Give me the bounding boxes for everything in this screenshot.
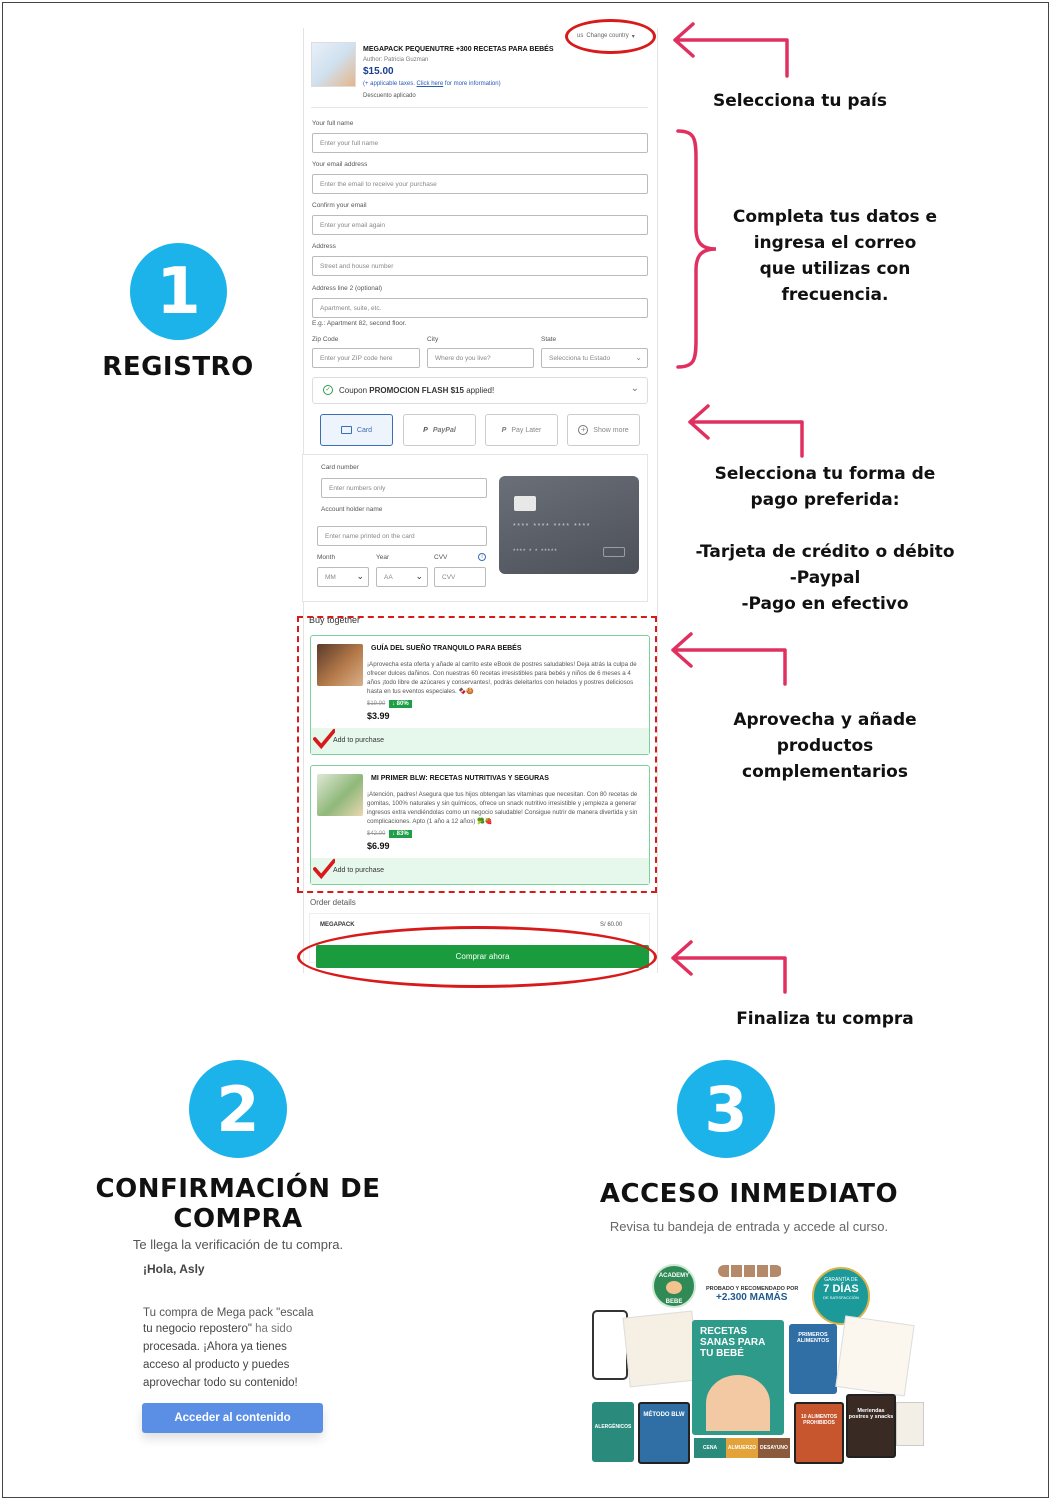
tested-text: PROBADO Y RECOMENDADO POR — [706, 1286, 799, 1292]
info-icon: i — [478, 553, 486, 561]
address-input[interactable]: Street and house number — [312, 256, 648, 276]
confirm-email-label: Confirm your email — [312, 202, 367, 209]
month-select[interactable]: MM ⌄ — [317, 567, 369, 587]
zip-label: Zip Code — [312, 336, 339, 343]
address2-hint: E.g.: Apartment 82, second floor. — [312, 320, 407, 327]
email-input[interactable]: Enter the email to receive your purchase — [312, 174, 648, 194]
change-country-label: Change country — [586, 33, 629, 39]
card-preview — [499, 476, 639, 574]
arrow-buy-icon — [663, 936, 793, 996]
state-select[interactable] — [541, 348, 648, 368]
card-brand-icon — [603, 547, 625, 557]
highlight-ellipse-buy — [297, 926, 657, 988]
email-line-3: procesada. ¡Ahora ya tienes — [143, 1341, 287, 1353]
chevron-down-icon: ⌄ — [630, 383, 639, 394]
discount-applied: Descuento aplicado — [363, 93, 416, 99]
annotation-country: Selecciona tu país — [712, 91, 888, 111]
address2-label: Address line 2 (optional) — [312, 285, 383, 292]
product-author: Author: Patricia Guzman — [363, 57, 429, 63]
coupon-code: PROMOCION FLASH $15 — [369, 386, 464, 395]
card-number-label: Card number — [321, 464, 359, 471]
check-circle-icon: ✓ — [323, 385, 333, 395]
show-more-button[interactable]: + Show more — [567, 414, 640, 446]
book-prohibidos: 10 ALIMENTOS PROHIBIDOS — [794, 1402, 844, 1464]
add-to-purchase-label: Add to purchase — [333, 737, 384, 744]
step-2-title-line1: CONFIRMACIÓN DE — [95, 1174, 381, 1204]
city-label: City — [427, 336, 439, 343]
email-line-5: aprovechar todo su contenido! — [143, 1377, 298, 1389]
baby-face-icon — [666, 1281, 682, 1294]
book-meriendas: Meriendas postres y snacks — [846, 1394, 896, 1458]
chevron-down-icon: ▾ — [631, 33, 635, 40]
email-line-2: tu negocio repostero" ha sido — [143, 1323, 293, 1335]
tab-cena: CENA — [694, 1438, 726, 1458]
card-holder-mask: **** * * ***** — [513, 549, 558, 555]
chevron-down-icon: ⌄ — [356, 571, 364, 581]
annotation-data-2: ingresa el correo — [753, 233, 917, 253]
cvv-label: CVV — [434, 554, 448, 561]
holder-input[interactable]: Enter name printed on the card — [317, 526, 487, 546]
confirm-email-input[interactable]: Enter your email again — [312, 215, 648, 235]
order-details-heading: Order details — [310, 898, 356, 907]
book-blw: MÉTODO BLW — [638, 1402, 690, 1464]
divider — [311, 107, 648, 108]
upsell-item-2-old-price: $42.00 — [367, 831, 386, 837]
upsell-item-1-discount-badge: ↓ 80% — [389, 700, 412, 708]
annotation-extra-3: complementarios — [742, 762, 908, 782]
arrow-upsell-icon — [663, 628, 793, 688]
taxes-link[interactable]: Click here — [416, 81, 444, 87]
city-input[interactable]: Where do you live? — [427, 348, 534, 368]
chevron-down-icon: ⌄ — [415, 571, 423, 581]
upsell-item-1-old-price: $19.90 — [367, 701, 386, 707]
card-number-mask: **** **** **** **** — [513, 523, 591, 530]
pay-card-button[interactable]: Card — [320, 414, 393, 446]
step-1-title: REGISTRO — [102, 352, 254, 382]
buy-now-button[interactable]: Comprar ahora — [316, 945, 649, 968]
full-name-input[interactable]: Enter your full name — [312, 133, 648, 153]
paypal-icon: P — [423, 426, 428, 434]
promo-image — [590, 1262, 925, 1467]
address2-input[interactable]: Apartment, suite, etc. — [312, 298, 648, 318]
order-item-amount: S/ 60.00 — [600, 922, 623, 928]
holder-label: Account holder name — [321, 506, 383, 513]
upsell-highlight-box — [297, 616, 657, 893]
state-label: State — [541, 336, 557, 343]
annotation-data-1: Completa tus datos e — [732, 207, 938, 227]
product-thumbnail — [311, 42, 356, 87]
book-sheets-right — [835, 1315, 914, 1396]
book-main: RECETAS SANAS PARA TU BEBÉ — [692, 1320, 784, 1435]
upsell-item-1-price: $3.99 — [367, 711, 390, 721]
annotation-pay-2: pago preferida: — [750, 490, 900, 510]
annotation-pay-opt-2: -Paypal — [789, 568, 861, 588]
order-item-name: MEGAPACK — [320, 922, 355, 928]
tab-almuerzo: ALMUERZO — [726, 1438, 758, 1458]
book-alergenicos: ALERGÉNICOS — [592, 1402, 634, 1462]
annotation-finish: Finaliza tu compra — [736, 1009, 914, 1029]
moms-count: +2.300 MAMÁS — [716, 1292, 788, 1303]
step-1-circle: 1 — [130, 243, 227, 340]
pay-paypal-button[interactable]: P PayPal — [403, 414, 476, 446]
zip-input[interactable]: Enter your ZIP code here — [312, 348, 420, 368]
tab-desayuno: DESAYUNO — [758, 1438, 790, 1458]
upsell-item-2-description: ¡Atención, padres! Asegura que tus hijos obtengan las vitaminas que necesitan. Con 80 recetas de gomitas, 100% naturales y sin químicos, ofrece un snack nutritivo irresistible y ¡empieza a generar ingresos extra vendiéndolas como un negocio saludable! Consigue nutrir de manera divertida y sin complicaciones. Apto (1 año a 12 años) 🥦🍓 — [367, 791, 638, 825]
book-primeros: PRIMEROS ALIMENTOS — [789, 1324, 837, 1394]
month-label: Month — [317, 554, 336, 561]
plus-circle-icon: + — [578, 425, 588, 435]
product-price: $15.00 — [363, 66, 394, 77]
arrow-payment-icon — [680, 400, 810, 460]
buy-together-heading: Buy together — [309, 615, 361, 625]
arrow-country-icon — [665, 20, 795, 80]
step-2-subtitle: Te llega la verificación de tu compra. — [132, 1237, 344, 1252]
upsell-item-2-discount-badge: ↓ 83% — [389, 830, 412, 838]
step-2-title-line2: COMPRA — [173, 1204, 303, 1234]
credit-card-icon — [341, 426, 352, 434]
add-to-purchase-label: Add to purchase — [333, 867, 384, 874]
upsell-item-2-price: $6.99 — [367, 841, 390, 851]
year-label: Year — [376, 554, 390, 561]
book-sheet — [623, 1311, 700, 1388]
email-greeting: ¡Hola, Asly — [143, 1262, 205, 1276]
annotation-extra-1: Aprovecha y añade — [733, 710, 917, 730]
full-name-label: Your full name — [312, 120, 354, 127]
annotation-pay-1: Selecciona tu forma de — [714, 464, 936, 484]
upsell-item-2-title: MI PRIMER BLW: RECETAS NUTRITIVAS Y SEGURAS — [371, 775, 549, 782]
annotation-pay-opt-3: -Pago en efectivo — [741, 594, 909, 614]
pay-later-button[interactable]: P Pay Later — [485, 414, 558, 446]
baby-photo — [706, 1375, 770, 1431]
card-number-input[interactable]: Enter numbers only — [321, 478, 487, 498]
product-title: MEGAPACK PEQUENUTRE +300 RECETAS PARA BEBÉS — [363, 46, 554, 53]
country-code: us — [577, 33, 584, 39]
taxes-note: (+ applicable taxes. Click here for more information) — [363, 81, 501, 87]
email-line-4: acceso al producto y puedes — [143, 1359, 290, 1371]
address-label: Address — [312, 243, 336, 250]
academy-logo: ACADEMY BEBE — [652, 1264, 696, 1308]
year-select[interactable]: AA ⌄ — [376, 567, 428, 587]
step-2-circle: 2 — [189, 1060, 287, 1158]
upsell-item-1-title: GUÍA DEL SUEÑO TRANQUILO PARA BEBÉS — [371, 645, 522, 652]
highlight-ellipse-country — [565, 19, 656, 54]
annotation-data-4: frecuencia. — [781, 285, 889, 305]
annotation-data-3: que utilizas con — [759, 259, 911, 279]
card-chip — [514, 496, 536, 511]
open-book — [896, 1402, 924, 1446]
guarantee-badge: GARANTÍA DE 7 DÍAS DE SATISFACCIÓN — [812, 1267, 870, 1325]
step-3-title: ACCESO INMEDIATO — [599, 1179, 899, 1209]
state-value: Selecciona tu Estado — [549, 355, 611, 362]
paypal-icon: P — [501, 426, 507, 434]
upsell-item-1-description: ¡Aprovecha esta oferta y añade al carrito este eBook de postres saludables! Deja atrás la culpa de ofrecer dulces dañinos. Con nuestras 60 recetas irresistibles para bebés y niños de 6 meses a 4 años ¡todo libre de azúcares y conservantes!, podrás deleitarlos con helados y postres deliciosos hasta en tus eventos especiales. 🍫🍪 — [367, 661, 637, 695]
coupon-banner[interactable]: ✓ Coupon PROMOCION FLASH $15 applied! ⌄ — [312, 377, 648, 404]
email-line-1: Tu compra de Mega pack "escala — [143, 1307, 314, 1319]
chevron-down-icon: ⌄ — [635, 353, 642, 362]
annotation-extra-2: productos — [776, 736, 874, 756]
step-3-subtitle: Revisa tu bandeja de entrada y accede al curso. — [609, 1219, 889, 1234]
annotation-pay-opt-1: -Tarjeta de crédito o débito — [695, 542, 955, 562]
access-content-button[interactable]: Acceder al contenido — [142, 1403, 323, 1433]
cvv-input[interactable]: CVV — [434, 567, 486, 587]
moms-avatars — [718, 1265, 782, 1277]
step-3-circle: 3 — [677, 1060, 775, 1158]
email-label: Your email address — [312, 161, 368, 168]
